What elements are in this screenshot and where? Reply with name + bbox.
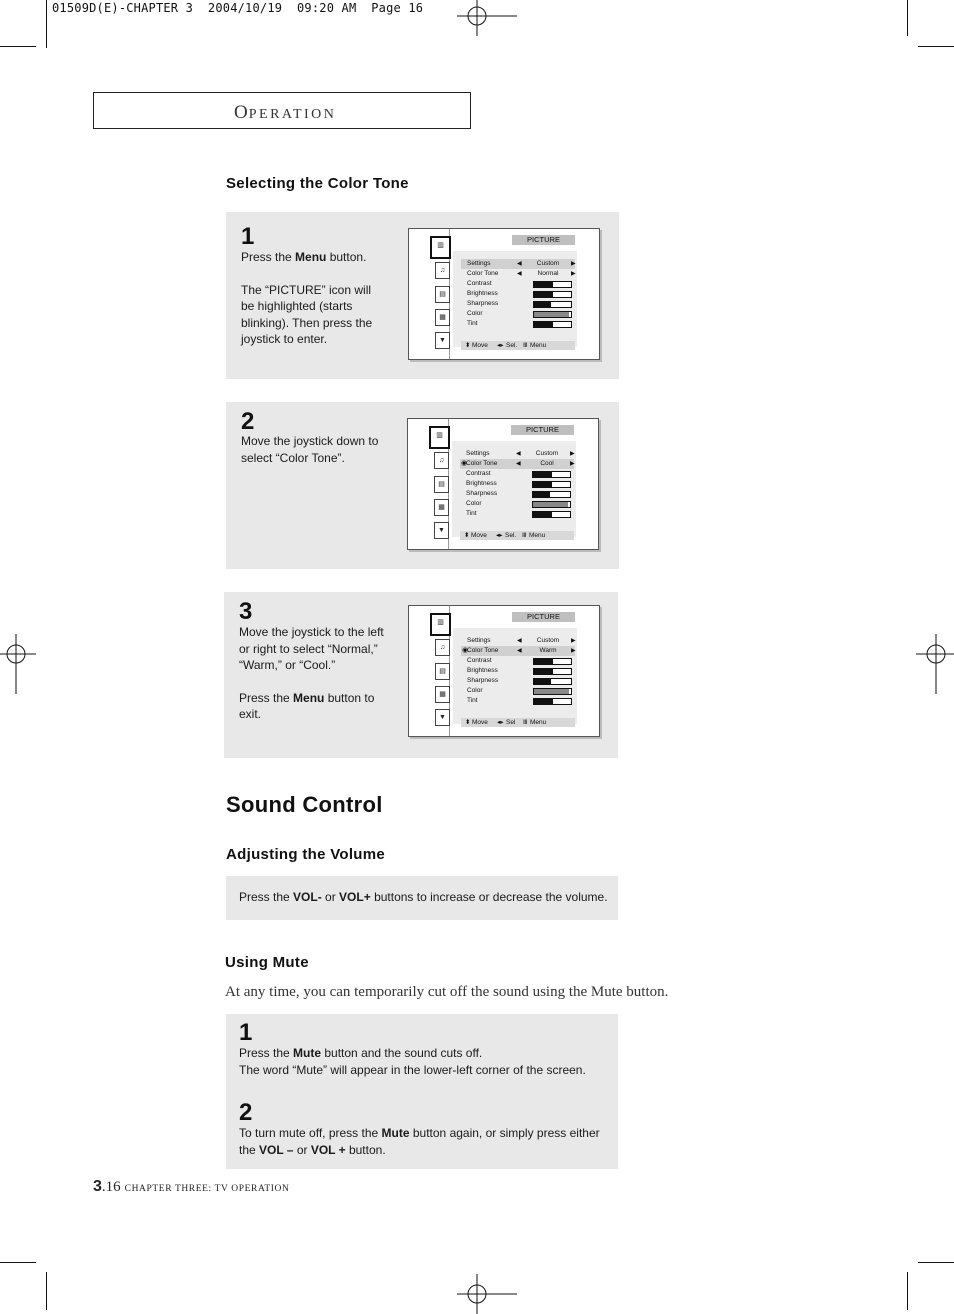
tv-menu-screen — [407, 418, 599, 550]
chapter-title: CHAPTER THREE: TV OPERATION — [124, 1184, 290, 1194]
sound-icon: ♫ — [435, 639, 450, 656]
sound-control-heading: Sound Control — [226, 792, 383, 817]
registration-mark-icon — [457, 0, 497, 36]
section-header — [93, 92, 471, 129]
input-icon: ▼ — [434, 522, 449, 539]
menu-row: Tint — [461, 319, 575, 329]
level-bar — [533, 321, 572, 328]
leftright-icon: ◂▸ — [497, 342, 504, 349]
updown-icon: ⬍ — [464, 532, 470, 539]
step-number: 1 — [241, 223, 255, 250]
updown-icon: ⬍ — [465, 342, 471, 349]
level-bar — [533, 668, 572, 675]
menu-title: PICTURE — [511, 425, 574, 435]
sound-icon: ♫ — [434, 452, 449, 469]
arrow-right-icon: ▶ — [571, 271, 576, 277]
mute-intro: At any time, you can temporarily cut off the sound using the Mute button. — [225, 984, 669, 1000]
menu-row-color-tone: ◉ Color Tone ◀ Warm ▶ — [462, 647, 576, 654]
menu-row-settings: Settings ◀ Custom ▶ — [466, 450, 575, 457]
step-number: 3 — [239, 598, 253, 625]
menu-row: Sharpness — [460, 489, 574, 499]
level-bar — [532, 501, 571, 508]
menu-icon: Ⅲ — [523, 342, 528, 349]
mute-heading: Using Mute — [225, 954, 309, 971]
menu-icon-rail — [409, 606, 450, 736]
arrow-right-icon: ▶ — [571, 261, 576, 267]
input-icon: ▼ — [435, 709, 450, 726]
channel-icon: ▤ — [435, 663, 450, 680]
menu-icon: Ⅲ — [522, 532, 527, 539]
crop-mark — [0, 46, 36, 47]
arrow-left-icon: ◀ — [516, 461, 521, 467]
level-bar — [533, 291, 572, 298]
level-bar — [532, 471, 571, 478]
menu-row-color-tone: ◉ Color Tone ◀ Cool ▶ — [461, 460, 575, 467]
volume-text: Press the VOL- or VOL+ buttons to increase or decrease the volume. — [239, 890, 608, 904]
level-bar — [533, 698, 572, 705]
menu-row: Contrast — [460, 469, 574, 479]
menu-title: PICTURE — [512, 612, 575, 622]
registration-mark-icon — [0, 634, 36, 674]
menu-row: Contrast — [461, 279, 575, 289]
menu-row: Color — [461, 309, 575, 319]
menu-row: Color — [460, 499, 574, 509]
step-text: Move the joystick to the left or right to select “Normal,” “Warm,” or “Cool.” Press the Menu button to exit. — [239, 625, 384, 721]
menu-row: Contrast — [461, 656, 575, 666]
registration-mark-icon — [457, 1274, 497, 1314]
crop-mark — [0, 1262, 36, 1263]
crop-mark — [46, 0, 47, 48]
picture-icon: ▥ — [429, 426, 450, 449]
crop-mark — [907, 1272, 908, 1310]
printer-slug: 01509D(E)-CHAPTER 3 2004/10/19 09:20 AM Page 16 — [52, 1, 424, 15]
level-bar — [533, 678, 572, 685]
menu-row: Brightness — [460, 479, 574, 489]
step-text: Press the Menu button. The “PICTURE” icon will be highlighted (starts blinking). Then press the joystick to enter. — [241, 250, 373, 346]
setup-icon: ▦ — [435, 309, 450, 326]
step-number: 1 — [239, 1019, 253, 1046]
menu-icon: Ⅲ — [523, 719, 528, 726]
arrow-right-icon: ▶ — [570, 461, 575, 467]
input-icon: ▼ — [435, 332, 450, 349]
menu-icon-rail — [409, 229, 450, 359]
level-bar — [533, 301, 572, 308]
arrow-left-icon: ◀ — [517, 271, 522, 277]
step-text: Move the joystick down to select “Color Tone”. — [241, 434, 379, 465]
sound-icon: ♫ — [435, 262, 450, 279]
page-folio: 3.16 CHAPTER THREE: TV OPERATION — [93, 1178, 290, 1195]
arrow-left-icon: ◀ — [517, 648, 522, 654]
pointer-icon: ◉ — [462, 647, 469, 654]
arrow-right-icon: ▶ — [571, 638, 576, 644]
crop-mark — [918, 1262, 954, 1263]
level-bar — [533, 281, 572, 288]
level-bar — [532, 481, 571, 488]
volume-panel — [226, 876, 618, 920]
crop-mark — [907, 0, 908, 36]
updown-icon: ⬍ — [465, 719, 471, 726]
menu-row: Sharpness — [461, 676, 575, 686]
step-text: Press the Mute button and the sound cuts off. The word “Mute” will appear in the lower-left corner of the screen. — [239, 1046, 586, 1077]
picture-icon: ▥ — [430, 613, 451, 636]
menu-icon-rail — [408, 419, 449, 549]
menu-footer: ⬍ Move ◂▸ Sel. Ⅲ Menu — [461, 341, 575, 350]
registration-mark-icon — [916, 634, 954, 674]
level-bar — [533, 658, 572, 665]
mute-panel — [226, 1014, 618, 1169]
arrow-right-icon: ▶ — [571, 648, 576, 654]
level-bar — [532, 511, 571, 518]
menu-row: Tint — [460, 509, 574, 519]
channel-icon: ▤ — [434, 476, 449, 493]
step-text: To turn mute off, press the Mute button again, or simply press either the VOL – or VOL + button. — [239, 1126, 600, 1157]
menu-row-settings: Settings ◀ Custom ▶ — [467, 637, 576, 644]
channel-icon: ▤ — [435, 286, 450, 303]
leftright-icon: ◂▸ — [497, 719, 504, 726]
menu-row: Tint — [461, 696, 575, 706]
setup-icon: ▦ — [435, 686, 450, 703]
step-number: 2 — [239, 1099, 253, 1126]
arrow-left-icon: ◀ — [517, 638, 522, 644]
menu-footer: ⬍ Move ◂▸ Sel. Ⅲ Menu — [460, 531, 574, 540]
arrow-left-icon: ◀ — [516, 451, 521, 457]
level-bar — [532, 491, 571, 498]
picture-icon: ▥ — [430, 236, 451, 259]
pointer-icon: ◉ — [461, 460, 468, 467]
arrow-right-icon: ▶ — [570, 451, 575, 457]
section-header-label: OPERATION — [234, 102, 337, 123]
volume-heading: Adjusting the Volume — [226, 846, 386, 863]
arrow-left-icon: ◀ — [517, 261, 522, 267]
color-tone-heading: Selecting the Color Tone — [226, 175, 409, 192]
tv-menu-screen — [408, 228, 600, 360]
menu-footer: ⬍ Move ◂▸ Sel Ⅲ Menu — [461, 718, 575, 727]
tv-menu-screen — [408, 605, 600, 737]
menu-row: Brightness — [461, 666, 575, 676]
menu-row-settings: Settings ◀ Custom ▶ — [461, 259, 575, 269]
crop-mark — [918, 46, 954, 47]
crop-mark — [46, 1272, 47, 1310]
level-bar — [533, 311, 572, 318]
menu-row-color-tone: Color Tone ◀ Normal ▶ — [467, 270, 576, 277]
menu-title: PICTURE — [512, 235, 575, 245]
setup-icon: ▦ — [434, 499, 449, 516]
menu-row: Color — [461, 686, 575, 696]
level-bar — [533, 688, 572, 695]
menu-row: Sharpness — [461, 299, 575, 309]
menu-row: Brightness — [461, 289, 575, 299]
step-number: 2 — [241, 408, 255, 435]
leftright-icon: ◂▸ — [496, 532, 503, 539]
